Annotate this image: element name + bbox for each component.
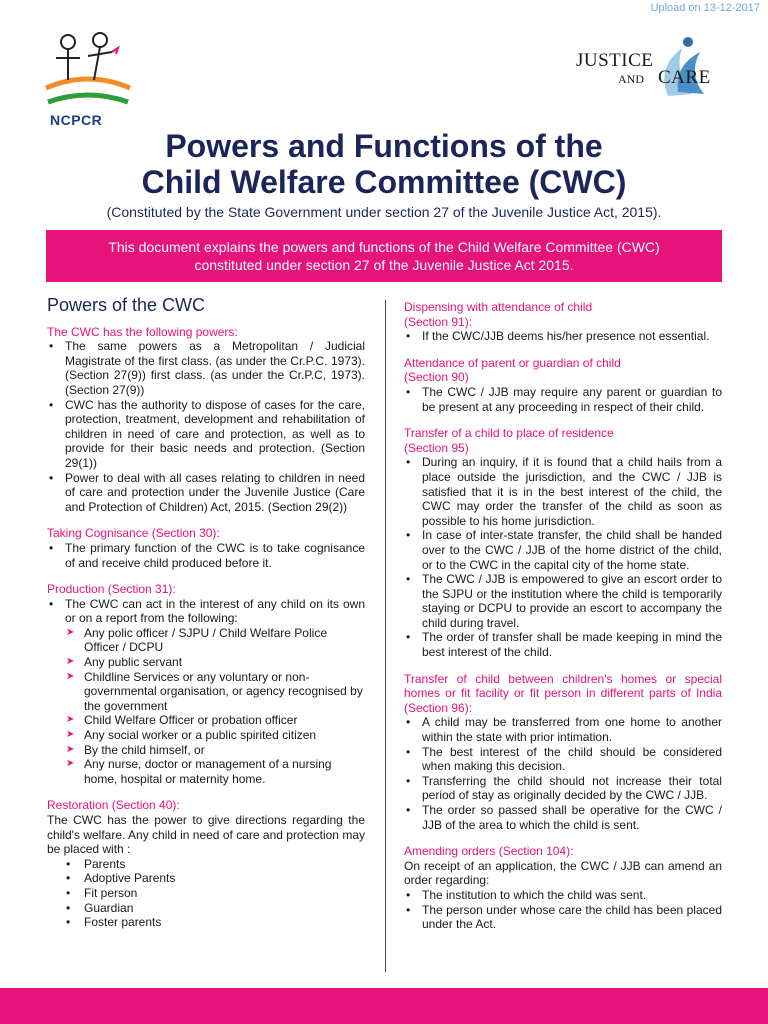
justice-and-care-logo [562,30,727,100]
page-title [0,128,768,200]
intro-banner [46,230,722,282]
list-item: • The CWC / JJB may require any parent or guardian to be present at any proceeding in respect of their child. [404,385,722,414]
transfer-residence-section [404,426,722,660]
footer-bar [0,988,768,1024]
list-item: • If the CWC/JJB deems his/her presence not essential. [404,329,722,344]
list-item: ➤ By the child himself, or [47,743,365,758]
powers-heading: Powers of the CWC [47,295,206,315]
production-list [47,597,365,626]
dispensing-section [404,300,722,344]
column-divider [385,300,386,972]
list-item: ➤ Any social worker or a public spirited citizen [47,728,365,743]
ncpcr-logo [38,30,138,130]
amending-text: On receipt of an application, the CWC / JJB can amend an order regarding: [404,858,722,888]
jc-logo-justice: JUSTICE [576,50,654,71]
dispensing-section-ref: (Section 91): [404,314,473,329]
list-item: • Fit person [47,886,365,901]
list-item: • CWC has the authority to dispose of cases for the care, protection, treatment, development and rehabilitation of children in need of care and protection, as well as to provide for their basic needs and protection. (Section 29(1)) [47,398,365,471]
banner-line-2: constituted under section 27 of the Juvenile Justice Act 2015. [194,257,574,273]
transfer-homes-section [404,672,722,833]
transfer-homes-title: Transfer of child between children's homes or special homes or fit facility or fit person in different parts of India (Section 96): [404,671,722,715]
list-item: ➤ Any polic officer / SJPU / Child Welfare Police Officer / DCPU [47,626,365,655]
dispensing-list [404,329,722,344]
list-item: ➤ Child Welfare Officer or probation officer [47,713,365,728]
production-sources-list [47,626,365,787]
transfer-residence-list [404,455,722,659]
list-item: ➤ Any public servant [47,655,365,670]
right-column [404,300,722,944]
title-line-2: Child Welfare Committee (CWC) [141,164,627,200]
amending-list [404,888,722,932]
list-item: • Parents [47,857,365,872]
list-item: • Power to deal with all cases relating to children in need of care and protection under the Juvenile Justice (Care and Protection of Children) Act, 2015. (Section 29(2)) [47,471,365,515]
ncpcr-logo-text: NCPCR [50,112,103,128]
restoration-text: The CWC has the power to give directions regarding the child's welfare. Any child in need of care and protection may be placed with : [47,813,365,857]
restoration-section [47,798,365,929]
attendance-title: Attendance of parent or guardian of child [404,355,621,370]
transfer-residence-title: Transfer of a child to place of residence [404,426,614,441]
transfer-residence-section-ref: (Section 95) [404,440,469,455]
cognisance-section [47,526,365,570]
page-subtitle: (Constituted by the State Government under section 27 of the Juvenile Justice Act, 2015). [106,204,662,220]
list-item: • A child may be transferred from one home to another within the state with prior intimation. [404,715,722,744]
list-item: • Transferring the child should not increase their total period of stay as originally decided by the CWC / JJB. [404,774,722,803]
list-item: • The same powers as a Metropolitan / Judicial Magistrate of the first class. (as under the Cr.P.C. 1973). (Section 27(9)) first class. (as under the Cr.P.C, 1973). (Section 27(9)) [47,339,365,397]
list-item: ➤ Any nurse, doctor or management of a nursing home, hospital or maternity home. [47,757,365,786]
restoration-list [47,857,365,930]
list-item: • The person under whose care the child has been placed under the Act. [404,903,722,932]
list-item: • Guardian [47,901,365,916]
powers-list [47,339,365,514]
list-item: • The primary function of the CWC is to take cognisance of and receive child produced before it. [47,541,365,570]
list-item: • The institution to which the child was sent. [404,888,722,903]
list-item: • The order of transfer shall be made keeping in mind the best interest of the child. [404,630,722,659]
attendance-section [404,356,722,414]
powers-title: The CWC has the following powers: [47,324,238,339]
jc-logo-and: AND [618,72,644,86]
list-item: • The order so passed shall be operative for the CWC / JJB of the area to which the child is sent. [404,803,722,832]
attendance-list [404,385,722,414]
banner-line-1: This document explains the powers and functions of the Child Welfare Committee (CWC) [108,239,660,255]
dispensing-title: Dispensing with attendance of child [404,300,593,314]
attendance-section-ref: (Section 90) [404,370,469,385]
upload-date: Upload on 13-12-2017 [650,2,760,14]
list-item: • Adoptive Parents [47,871,365,886]
production-section [47,582,365,786]
list-item: • In case of inter-state transfer, the child shall be handed over to the CWC / JJB of the home district of the child, or to the CWC in the capital city of the home state. [404,528,722,572]
production-title: Production (Section 31): [47,582,176,597]
list-item: • Foster parents [47,915,365,930]
amending-title: Amending orders (Section 104): [404,844,574,859]
powers-section [47,325,365,515]
jc-logo-care: CARE [658,67,711,88]
left-column [47,295,365,942]
list-item: • The best interest of the child should be considered when making this decision. [404,745,722,774]
restoration-title: Restoration (Section 40): [47,798,180,813]
cognisance-title: Taking Cognisance (Section 30): [47,526,220,541]
list-item: • The CWC / JJB is empowered to give an escort order to the SJPU or the institution where the child is temporarily staying or DCPU to provide an escort to accompany the child during travel. [404,572,722,630]
transfer-homes-list [404,715,722,832]
amending-section [404,844,722,932]
list-item: ➤ Childline Services or any voluntary or non-governmental organisation, or agency recognised by the government [47,670,365,714]
cognisance-list [47,541,365,570]
list-item: • The CWC can act in the interest of any child on its own or on a report from the following: [47,597,365,626]
list-item: • During an inquiry, if it is found that a child hails from a place outside the jurisdiction, and the CWC / JJB is satisfied that it is in the best interest of the child, the CWC may order the transfer of the child as soon as possible to his home jurisdiction. [404,455,722,528]
title-line-1: Powers and Functions of the [165,128,603,164]
